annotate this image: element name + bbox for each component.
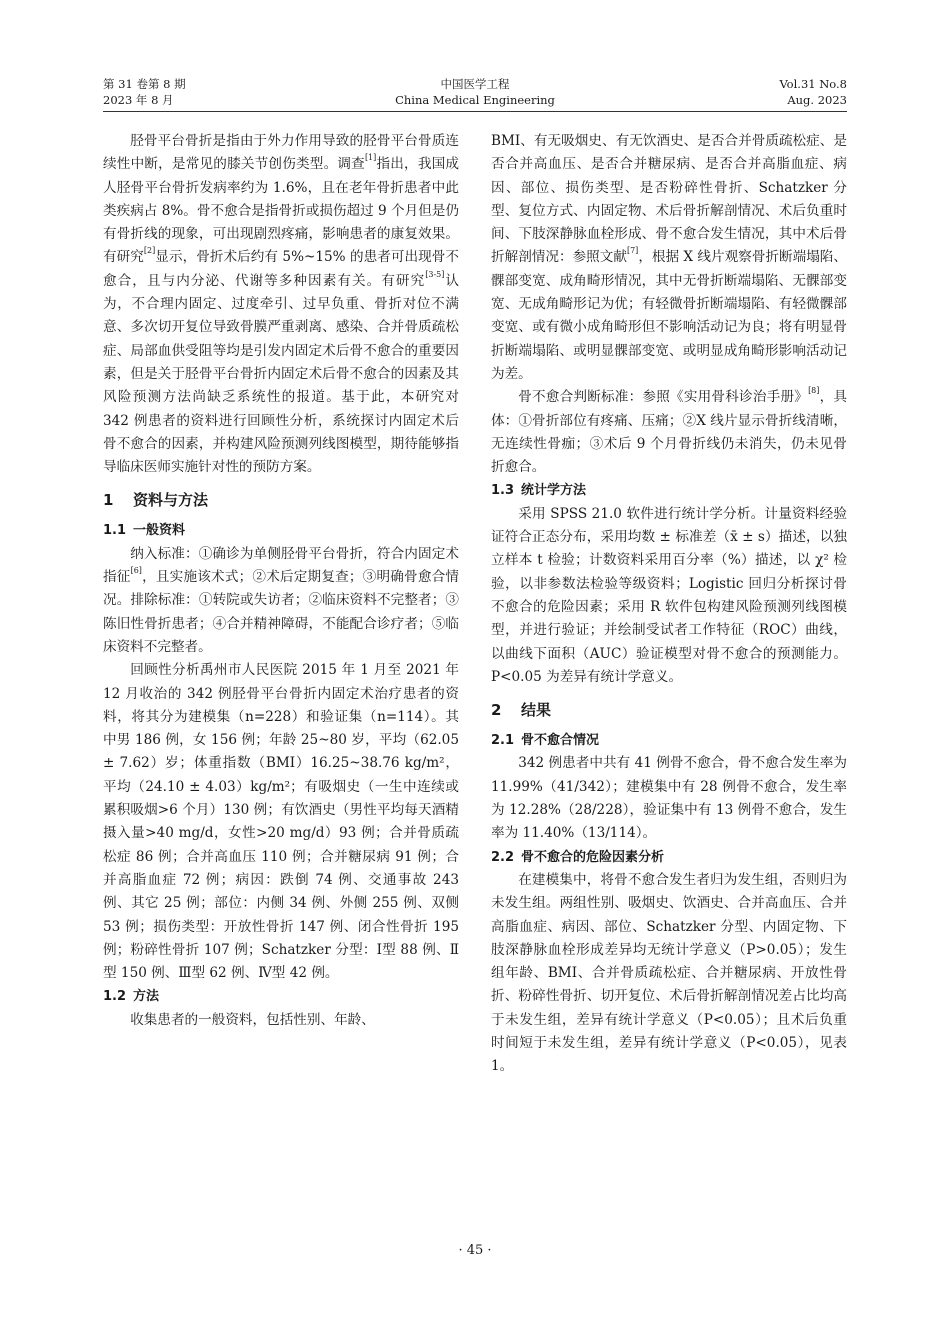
section-heading-1-2 <box>103 985 459 1008</box>
intro-text-3: 显示，骨折术后约有 5%~15% 的患者可出现骨不愈合，且与内分泌、代谢等多种因素有关。有研究 <box>103 249 460 289</box>
inclusion-text-1: 纳入标准：①确诊为单侧胫骨平台骨折，符合内固定术指征 <box>103 545 459 586</box>
nonunion-text-2: ，具体：①骨折部位有疼痛、压痛；②X 线片显示骨折线清晰，无连续性骨痂；③术后 9 个月骨折线仍未消失，仍未见骨折愈合。 <box>491 389 848 476</box>
intro-text-2: 指出，我国成人胫骨平台骨折发病率约为 1.6%，且在老年骨折患者中此类疾病占 8%。骨不愈合是指骨折或损伤超过 9 个月但是仍有骨折线的现象，可出现剧烈疼痛，影响患者的康复效果。有研究 <box>103 156 459 266</box>
section-title: 资料与方法 <box>133 491 209 510</box>
intro-text-1: 胫骨平台骨折是指由于外力作用导致的胫骨平台骨质连续性中断，是常见的膝关节创伤类型。调查 <box>103 133 459 173</box>
retro-paragraph: 回顾性分析禹州市人民医院 2015 年 1 月至 2021 年 12 月收治的 342 例胫骨平台骨折内固定术治疗患者的资料，将其分为建模集（n=228）和验证集（n=114）。其中男 186 例，女 156 例；年龄 25~80 岁，平均（62.05 ± 7.62）岁；体重指数（BMI）16.25~38.76 kg/m²，平均（24.10 ± 4.03）kg/m²；有吸烟史（一生中连续或累积吸烟>6 个月）130 例；有饮酒史（男性平均每天酒精摄入量>40 mg/d，女性>20 mg/d）93 例；合并骨质疏松症 86 例；合并高血压 110 例；合并糖尿病 91 例；合并高脂血症 72 例；病因：跌倒 74 例、交通事故 243 例、其它 25 例；部位：内侧 34 例、外侧 255 例、双侧 53 例；损伤类型：开放性骨折 147 例、闭合性骨折 195 例；粉碎性骨折 107 例；Schatzker 分型：Ⅰ型 88 例、Ⅱ型 150 例、Ⅲ型 62 例、Ⅳ型 42 例。 <box>103 662 459 982</box>
volume-issue-text: 第 31 卷第 8 期 <box>103 77 186 91</box>
citation-ref[interactable]: [1] <box>364 153 377 163</box>
journal-volume-en <box>779 76 847 108</box>
stats-paragraph: 采用 SPSS 21.0 软件进行统计学分析。计量资料经验证符合正态分布，采用均数 ± 标准差（x̄ ± s）描述，以独立样本 t 检验；计数资料采用百分率（%）描述，以 χ² 检验，以非参数法检验等级资料；Logistic 回归分析探讨骨不愈合的危险因素；采用 R 软件包构建风险预测列线图模型，并进行验证；并绘制受试者工作特征（ROC）曲线，以曲线下面积（AUC）验证模型对骨不愈合的预测能力。P<0.05 为差异有统计学意义。 <box>491 505 847 685</box>
journal-title <box>103 76 847 108</box>
section-heading-1-1 <box>103 519 459 542</box>
section-title: 统计学方法 <box>521 483 587 499</box>
header-rule <box>103 111 847 112</box>
section-heading-2-2 <box>491 846 847 869</box>
section-heading-2-1 <box>491 729 847 752</box>
citation-ref[interactable]: [8] <box>808 386 820 396</box>
method-paragraph-start: 收集患者的一般资料，包括性别、年龄、 <box>130 1011 375 1028</box>
intro-paragraph <box>103 130 459 479</box>
section-heading-1-3 <box>491 479 847 502</box>
date-en-text: Aug. 2023 <box>787 93 847 107</box>
volume-en-text: Vol.31 No.8 <box>779 77 847 91</box>
section-number: 1.2 <box>103 989 127 1005</box>
citation-ref[interactable]: [2] <box>143 246 156 256</box>
section-number: 1 <box>103 491 114 510</box>
section-title: 骨不愈合的危险因素分析 <box>521 849 665 865</box>
section-number: 2.1 <box>491 733 515 749</box>
right-column <box>491 130 847 1079</box>
method-paragraph-cont <box>491 130 847 386</box>
section-number: 2.2 <box>491 849 515 865</box>
citation-ref[interactable]: [7] <box>626 246 639 256</box>
journal-title-cn: 中国医学工程 <box>440 77 510 91</box>
left-column <box>103 130 459 1032</box>
issue-date-text: 2023 年 8 月 <box>103 93 174 107</box>
citation-ref[interactable]: [3-5] <box>425 269 445 279</box>
journal-title-en: China Medical Engineering <box>395 93 555 107</box>
citation-ref[interactable]: [6] <box>130 566 142 576</box>
inclusion-text-2: ，且实施该术式；②术后定期复查；③明确骨愈合情况。排除标准：①转院或失访者；②临床资料不完整者；③陈旧性骨折患者；④合并精神障碍，不能配合诊疗者；⑤临床资料不完整者。 <box>103 569 460 655</box>
section-heading-2 <box>491 698 847 722</box>
section-title: 方法 <box>133 989 160 1005</box>
section-heading-1 <box>103 488 459 512</box>
result-2-2-paragraph: 在建模集中，将骨不愈合发生者归为发生组，否则归为未发生组。两组性别、吸烟史、饮酒史、合并高血压、合并高脂血症、病因、部位、Schatzker 分型、内固定物、下肢深静脉血栓形成差异均无统计学意义（P>0.05）；发生组年龄、BMI、合并骨质疏松症、合并糖尿病、开放性骨折、粉碎性骨折、切开复位、术后骨折解剖情况差占比均高于未发生组，差异有统计学意义（P<0.05）；且术后负重时间短于未发生组，差异有统计学意义（P<0.05），见表 1。 <box>491 871 847 1075</box>
intro-text-4: 认为，不合理内固定、过度牵引、过早负重、骨折对位不满意、多次切开复位导致骨膜严重剥离、感染、合并骨质疏松症、局部血供受阻等均是引发内固定术后骨不愈合的重要因素，但是关于胫骨平台骨折内固定术后骨不愈合的因素及其风险预测方法尚缺乏系统性的报道。基于此，本研究对 342 例患者的资料进行回顾性分析，系统探讨内固定术后骨不愈合的因素，并构建风险预测列线图模型，期待能够指导临床医师实施针对性的预防方案。 <box>103 272 460 476</box>
result-2-1-paragraph: 342 例患者中共有 41 例骨不愈合，骨不愈合发生率为 11.99%（41/342）；建模集中有 28 例骨不愈合，发生率为 12.28%（28/228），验证集中有 13 例骨不愈合，发生率为 11.40%（13/114）。 <box>491 755 847 842</box>
nonunion-criteria-paragraph <box>491 386 847 479</box>
running-header <box>103 76 847 112</box>
nonunion-text-1: 骨不愈合判断标准：参照《实用骨科诊治手册》 <box>518 389 809 406</box>
section-title: 结果 <box>521 701 552 720</box>
section-number: 1.1 <box>103 523 127 539</box>
section-number: 1.3 <box>491 483 515 499</box>
method-text-1: BMI、有无吸烟史、有无饮酒史、是否合并骨质疏松症、是否合并高血压、是否合并糖尿病、是否合并高脂血症、病因、部位、损伤类型、是否粉碎性骨折、Schatzker 分型、复位方式、内固定物、术后骨折解剖情况、术后负重时间、下肢深静脉血栓形成、骨不愈合发生情况，其中术后骨折解剖情况：参照文献 <box>491 133 847 266</box>
section-title: 一般资料 <box>133 523 186 539</box>
page-number: · 45 · <box>458 1243 492 1258</box>
section-title: 骨不愈合情况 <box>521 733 600 749</box>
method-text-2: ，根据 X 线片观察骨折断端塌陷、髁部变宽、成角畸形情况，其中无骨折断端塌陷、无髁部变宽、无成角畸形记为优；有轻微骨折断端塌陷、有轻微髁部变宽、或有微小成角畸形但不影响活动记为良；将有明显骨折断端塌陷、或明显髁部变宽、或明显成角畸形影响活动记为差。 <box>491 249 847 382</box>
section-number: 2 <box>491 701 502 720</box>
inclusion-paragraph <box>103 543 459 659</box>
